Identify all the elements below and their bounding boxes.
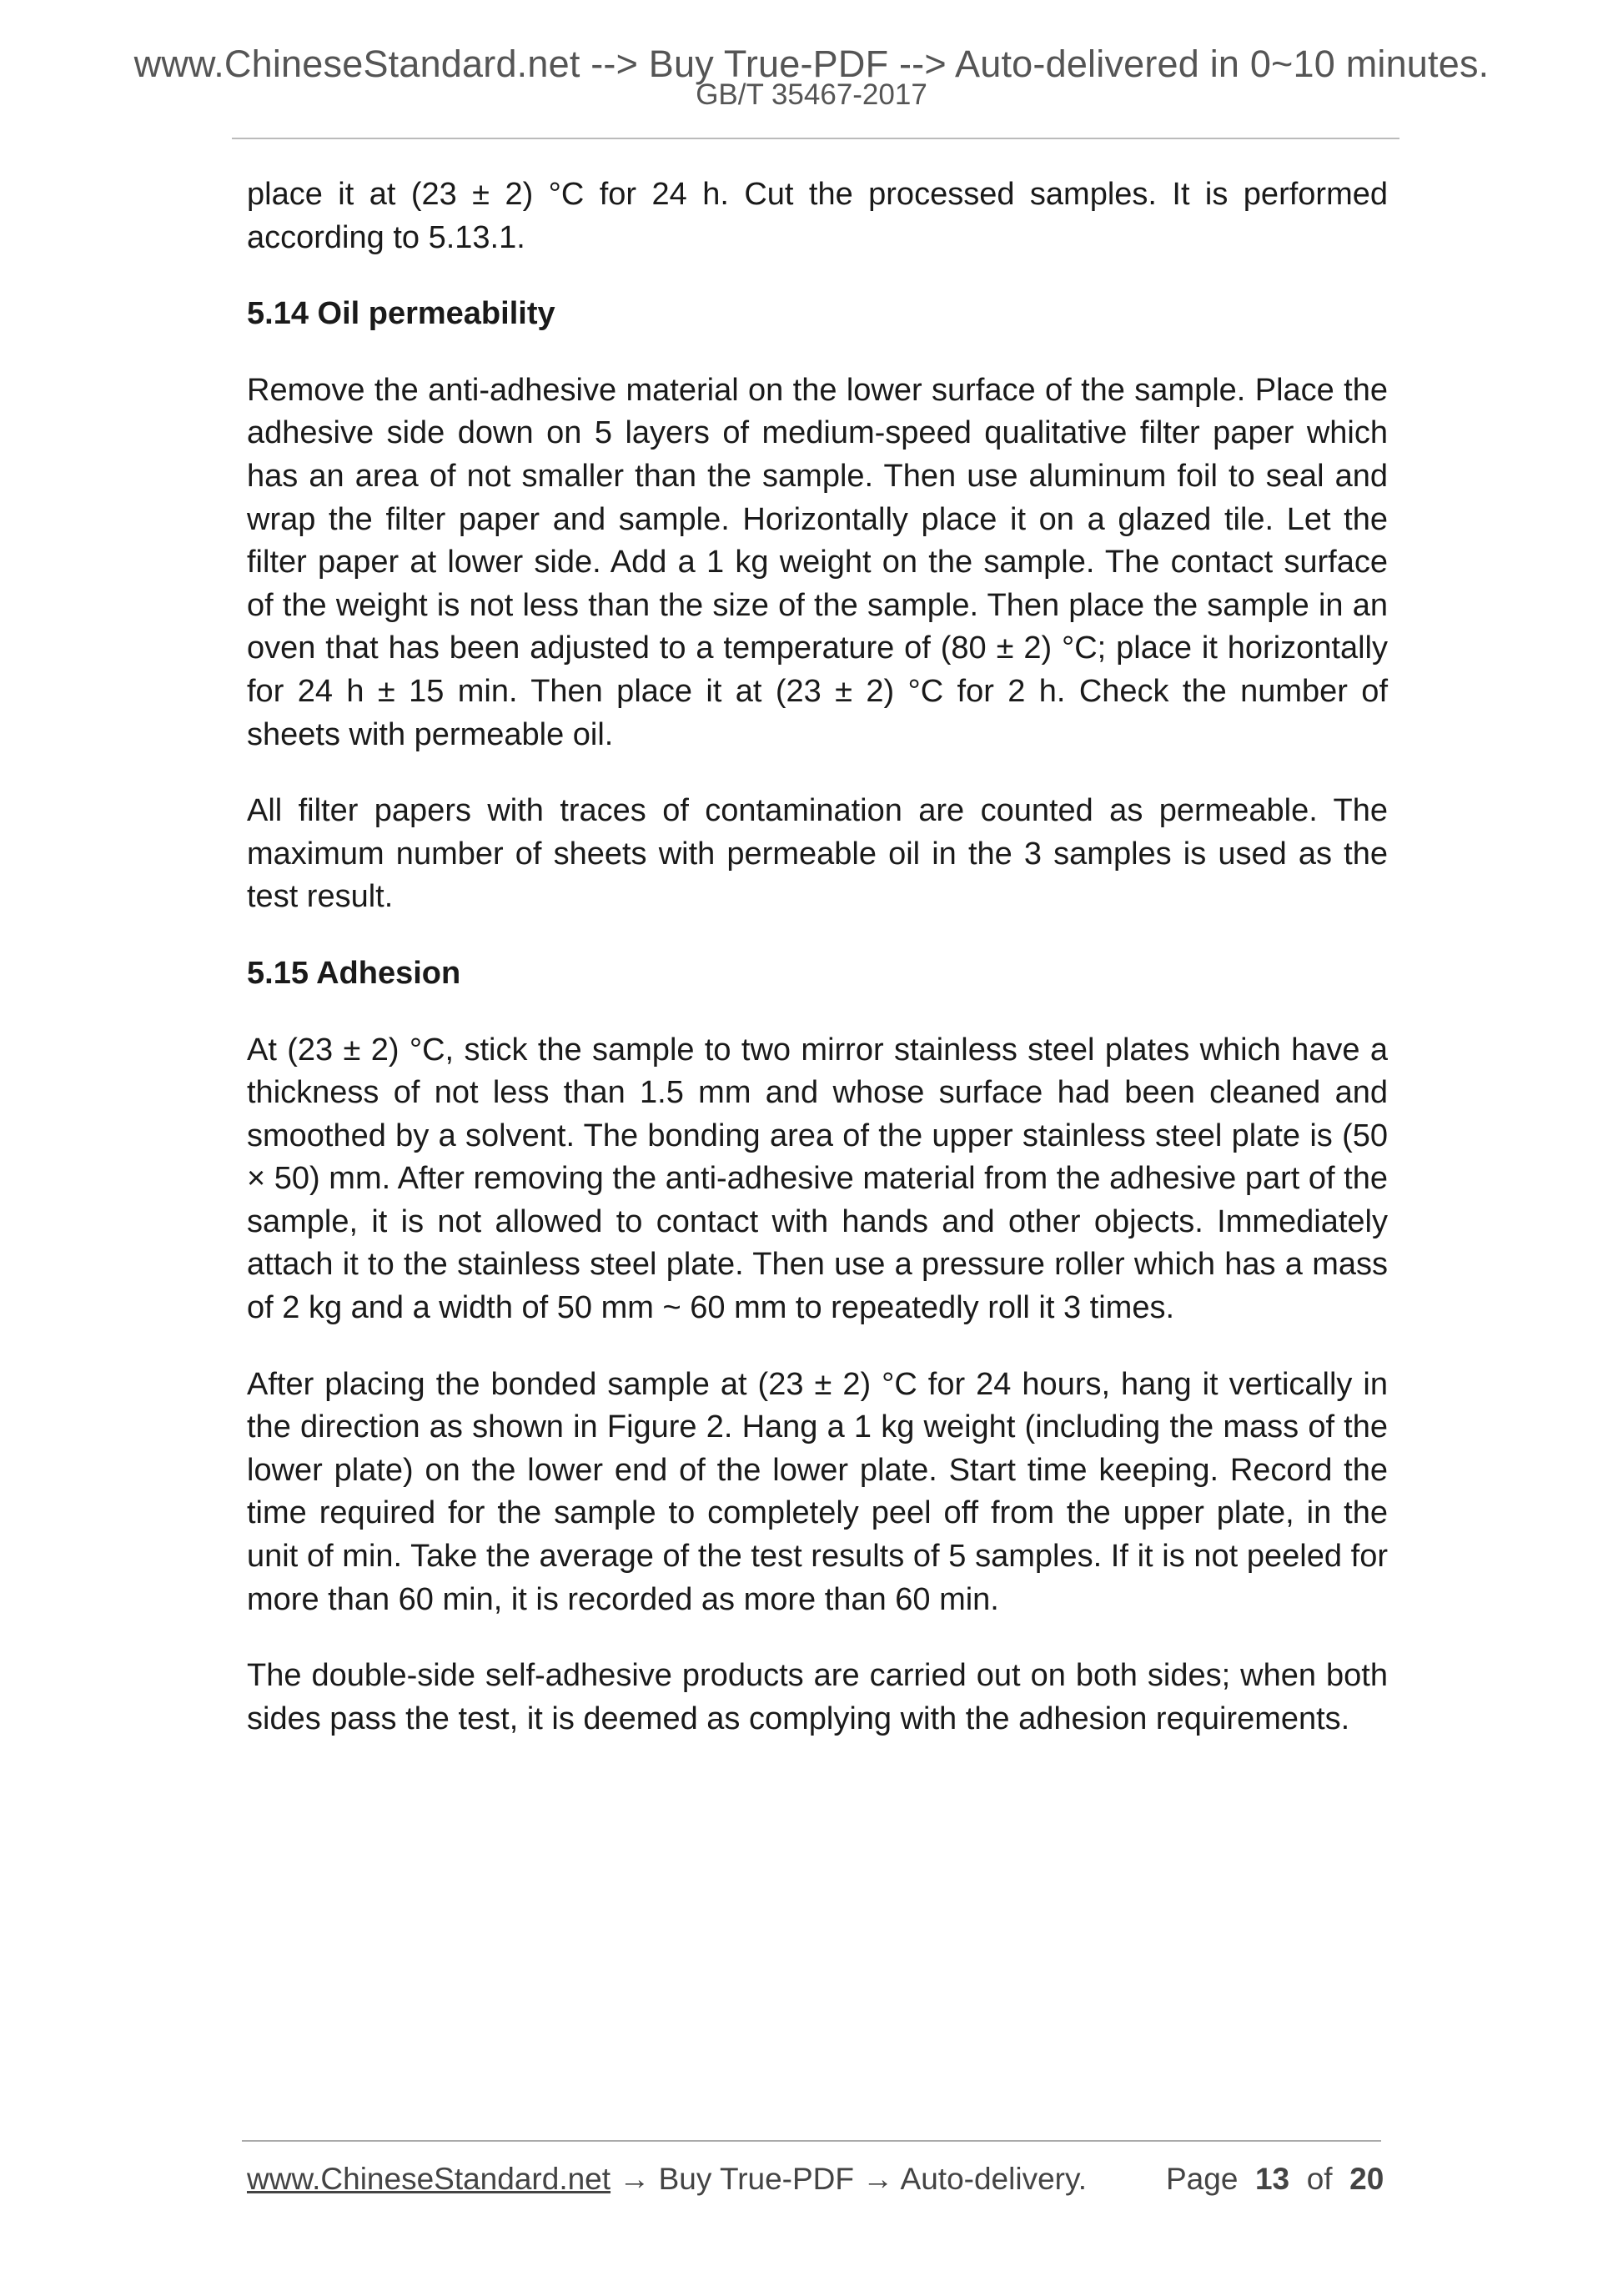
- page-total: 20: [1349, 2162, 1384, 2196]
- header-divider: [232, 138, 1399, 139]
- page-footer: [247, 2158, 1384, 2200]
- of-label: of: [1306, 2162, 1333, 2196]
- footer-buy-text: Buy True-PDF: [658, 2162, 855, 2196]
- paragraph-continuation: place it at (23 ± 2) °C for 24 h. Cut the processed samples. It is performed according to 5.13.1.: [247, 177, 1388, 255]
- paragraph-adhesion-double-side: The double-side self-adhesive products are carried out on both sides; when both sides pass the test, it is deemed as complying with the adhesion requirements.: [247, 1658, 1388, 1736]
- arrow-right-icon: →: [862, 2162, 894, 2196]
- footer-promo: [247, 2158, 1087, 2200]
- section-heading-adhesion: 5.15 Adhesion: [247, 955, 461, 991]
- paragraph-adhesion-preparation: At (23 ± 2) °C, stick the sample to two mirror stainless steel plates which have a thickness of not less than 1.5 mm and whose surface had been cleaned and smoothed by a solvent. The bonding area of the upper stainless steel plate is (50 × 50) mm. After removing the anti-adhesive material from the adhesive part of the sample, it is not allowed to contact with hands and other objects. Immediately attach it to the stainless steel plate. Then use a pressure roller which has a mass of 2 kg and a width of 50 mm ~ 60 mm to repeatedly roll it 3 times.: [247, 1032, 1388, 1326]
- footer-divider: [242, 2140, 1381, 2142]
- footer-delivery-text: Auto-delivery.: [900, 2162, 1088, 2196]
- page-indicator: [1166, 2158, 1384, 2200]
- page-label: Page: [1166, 2162, 1239, 2196]
- page-number: 13: [1254, 2162, 1290, 2196]
- standard-code: GB/T 35467-2017: [696, 78, 927, 111]
- document-body: [247, 173, 1388, 1774]
- site-banner: www.ChineseStandard.net --> Buy True-PDF --> Auto-delivered in 0~10 minutes.: [133, 43, 1490, 85]
- paragraph-oil-permeability-result: All filter papers with traces of contamination are counted as permeable. The maximum number of sheets with permeable oil in the 3 samples is used as the test result.: [247, 793, 1388, 915]
- footer-site-link[interactable]: www.ChineseStandard.net: [247, 2162, 611, 2196]
- arrow-right-icon: →: [619, 2162, 651, 2196]
- paragraph-adhesion-test: After placing the bonded sample at (23 ± 2) °C for 24 hours, hang it vertically in the direction as shown in Figure 2. Hang a 1 kg weight (including the mass of the lower plate) on the lower end of the lower plate. Start time keeping. Record the time required for the sample to completely peel off from the upper plate, in the unit of min. Take the average of the test results of 5 samples. If it is not peeled for more than 60 min, it is recorded as more than 60 min.: [247, 1366, 1388, 1617]
- paragraph-oil-permeability-procedure: Remove the anti-adhesive material on the lower surface of the sample. Place the adhesive side down on 5 layers of medium-speed qualitative filter paper which has an area of not smaller than the sample. Then use aluminum foil to seal and wrap the filter paper and sample. Horizontally place it on a glazed tile. Let the filter paper at lower side. Add a 1 kg weight on the sample. The contact surface of the weight is not less than the size of the sample. Then place the sample in an oven that has been adjusted to a temperature of (80 ± 2) °C; place it horizontally for 24 h ± 15 min. Then place it at (23 ± 2) °C for 2 h. Check the number of sheets with permeable oil.: [247, 372, 1388, 752]
- section-heading-oil-permeability: 5.14 Oil permeability: [247, 296, 555, 332]
